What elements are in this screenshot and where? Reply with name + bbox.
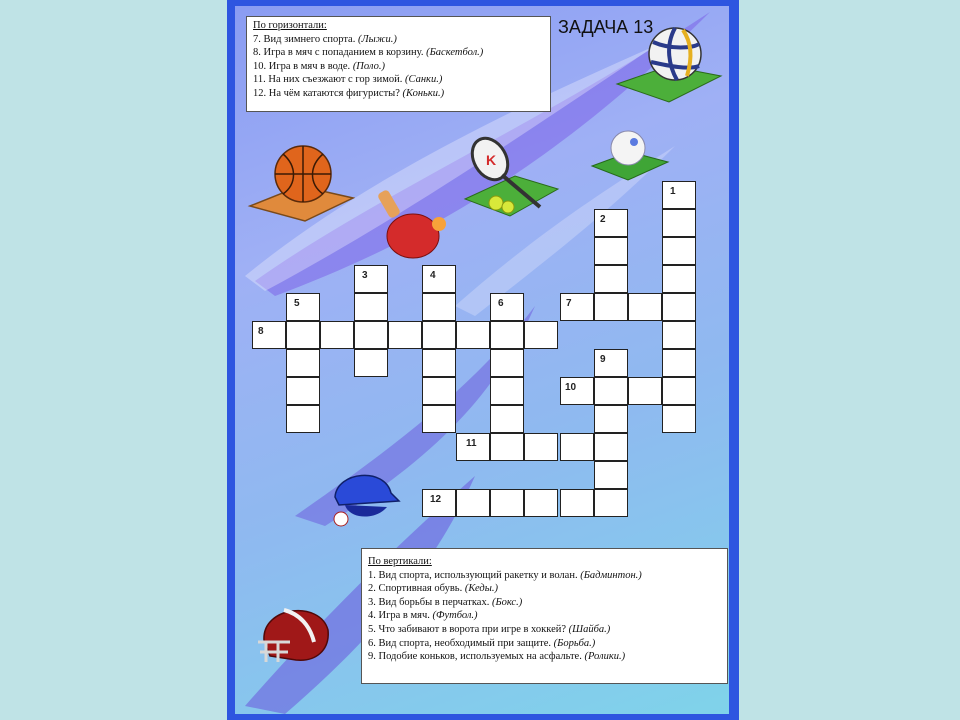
- crossword-cell[interactable]: [422, 405, 456, 433]
- crossword-cell[interactable]: [286, 321, 320, 349]
- baseball-helmet-icon: [325, 461, 405, 531]
- svg-text:K: K: [486, 152, 497, 168]
- crossword-cell[interactable]: [594, 405, 628, 433]
- clue-10: 10. Игра в мяч в воде. (Поло.): [253, 60, 385, 72]
- crossword-cell[interactable]: [490, 489, 524, 517]
- crossword-cell[interactable]: [354, 265, 388, 293]
- crossword-cell[interactable]: [560, 433, 594, 461]
- grid-number-4: 4: [430, 270, 436, 281]
- table-tennis-paddle-icon: [375, 186, 455, 266]
- crossword-cell[interactable]: [662, 321, 696, 349]
- clue-7: 7. Вид зимнего спорта. (Лыжи.): [253, 33, 397, 45]
- crossword-cell[interactable]: [354, 349, 388, 377]
- crossword-cell[interactable]: [524, 321, 558, 349]
- crossword-cell[interactable]: [594, 461, 628, 489]
- crossword-cell[interactable]: [662, 181, 696, 209]
- clue-4: 4. Игра в мяч. (Футбол.): [368, 610, 478, 622]
- crossword-cell[interactable]: [594, 265, 628, 293]
- crossword-cell[interactable]: [422, 293, 456, 321]
- crossword-cell[interactable]: [524, 433, 558, 461]
- vertical-clues-header: По вертикали:: [368, 556, 432, 567]
- crossword-cell[interactable]: [490, 293, 524, 321]
- clue-11: 11. На них съезжают с гор зимой. (Санки.): [253, 74, 443, 86]
- clue-8: 8. Игра в мяч с попаданием в корзину. (Баскетбол.): [253, 47, 484, 59]
- crossword-cell[interactable]: [490, 433, 524, 461]
- crossword-cell[interactable]: [490, 349, 524, 377]
- crossword-cell[interactable]: [286, 349, 320, 377]
- crossword-cell[interactable]: [286, 377, 320, 405]
- basketball-icon: [245, 136, 355, 226]
- grid-number-9: 9: [600, 354, 606, 365]
- crossword-cell[interactable]: [594, 489, 628, 517]
- crossword-cell[interactable]: [388, 321, 422, 349]
- crossword-cell[interactable]: [422, 265, 456, 293]
- grid-number-2: 2: [600, 214, 606, 225]
- task-title: ЗАДАЧА 13: [558, 17, 654, 37]
- grid-number-1: 1: [670, 186, 676, 197]
- grid-number-11: 11: [466, 438, 477, 449]
- crossword-cell[interactable]: [490, 377, 524, 405]
- grid-number-8: 8: [258, 326, 264, 337]
- grid-number-12: 12: [430, 494, 442, 505]
- clue-5: 5. Что забивают в ворота при игре в хоккей? (Шайба.): [368, 623, 611, 635]
- crossword-cell[interactable]: [662, 293, 696, 321]
- crossword-cell[interactable]: [456, 489, 490, 517]
- tennis-racket-icon: [460, 131, 560, 221]
- crossword-cell[interactable]: [662, 349, 696, 377]
- crossword-cell[interactable]: [662, 377, 696, 405]
- crossword-cell[interactable]: [286, 405, 320, 433]
- crossword-cell[interactable]: [354, 321, 388, 349]
- clue-1: 1. Вид спорта, использующий ракетку и волан. (Бадминтон.): [368, 569, 642, 581]
- crossword-cell[interactable]: [422, 349, 456, 377]
- crossword-cell[interactable]: [662, 237, 696, 265]
- crossword-cell[interactable]: [320, 321, 354, 349]
- crossword-cell[interactable]: [422, 321, 456, 349]
- crossword-cell[interactable]: [594, 433, 628, 461]
- grid-number-10: 10: [565, 382, 577, 393]
- crossword-cell[interactable]: [662, 209, 696, 237]
- grid-number-5: 5: [294, 298, 300, 309]
- clue-3: 3. Вид борьбы в перчатках. (Бокс.): [368, 596, 523, 608]
- grid-number-7: 7: [566, 298, 572, 309]
- crossword-cell[interactable]: [560, 489, 594, 517]
- grid-number-6: 6: [498, 298, 504, 309]
- crossword-cell[interactable]: [662, 265, 696, 293]
- vertical-clues-box: [361, 548, 728, 684]
- clue-12: 12. На чём катаются фигуристы? (Коньки.): [253, 87, 445, 99]
- crossword-cell[interactable]: [524, 489, 558, 517]
- crossword-cell[interactable]: [422, 377, 456, 405]
- clue-2: 2. Спортивная обувь. (Кеды.): [368, 583, 498, 595]
- horizontal-clues-box: [246, 16, 551, 112]
- football-helmet-icon: [250, 596, 340, 676]
- crossword-cell[interactable]: [594, 377, 628, 405]
- crossword-cell[interactable]: [286, 293, 320, 321]
- volleyball-icon: [613, 26, 723, 106]
- horizontal-clues-header: По горизонтали:: [253, 20, 327, 31]
- crossword-cell[interactable]: [594, 293, 628, 321]
- crossword-cell[interactable]: [594, 237, 628, 265]
- golf-ball-icon: [590, 122, 670, 182]
- clue-9: 9. Подобие коньков, используемых на асфальте. (Ролики.): [368, 651, 626, 663]
- crossword-cell[interactable]: [354, 293, 388, 321]
- crossword-cell[interactable]: [662, 405, 696, 433]
- crossword-cell[interactable]: [490, 405, 524, 433]
- clue-6: 6. Вид спорта, необходимый при защите. (Борьба.): [368, 637, 596, 649]
- crossword-cell[interactable]: [490, 321, 524, 349]
- grid-number-3: 3: [362, 270, 368, 281]
- crossword-cell[interactable]: [628, 293, 662, 321]
- crossword-cell[interactable]: [456, 321, 490, 349]
- crossword-cell[interactable]: [628, 377, 662, 405]
